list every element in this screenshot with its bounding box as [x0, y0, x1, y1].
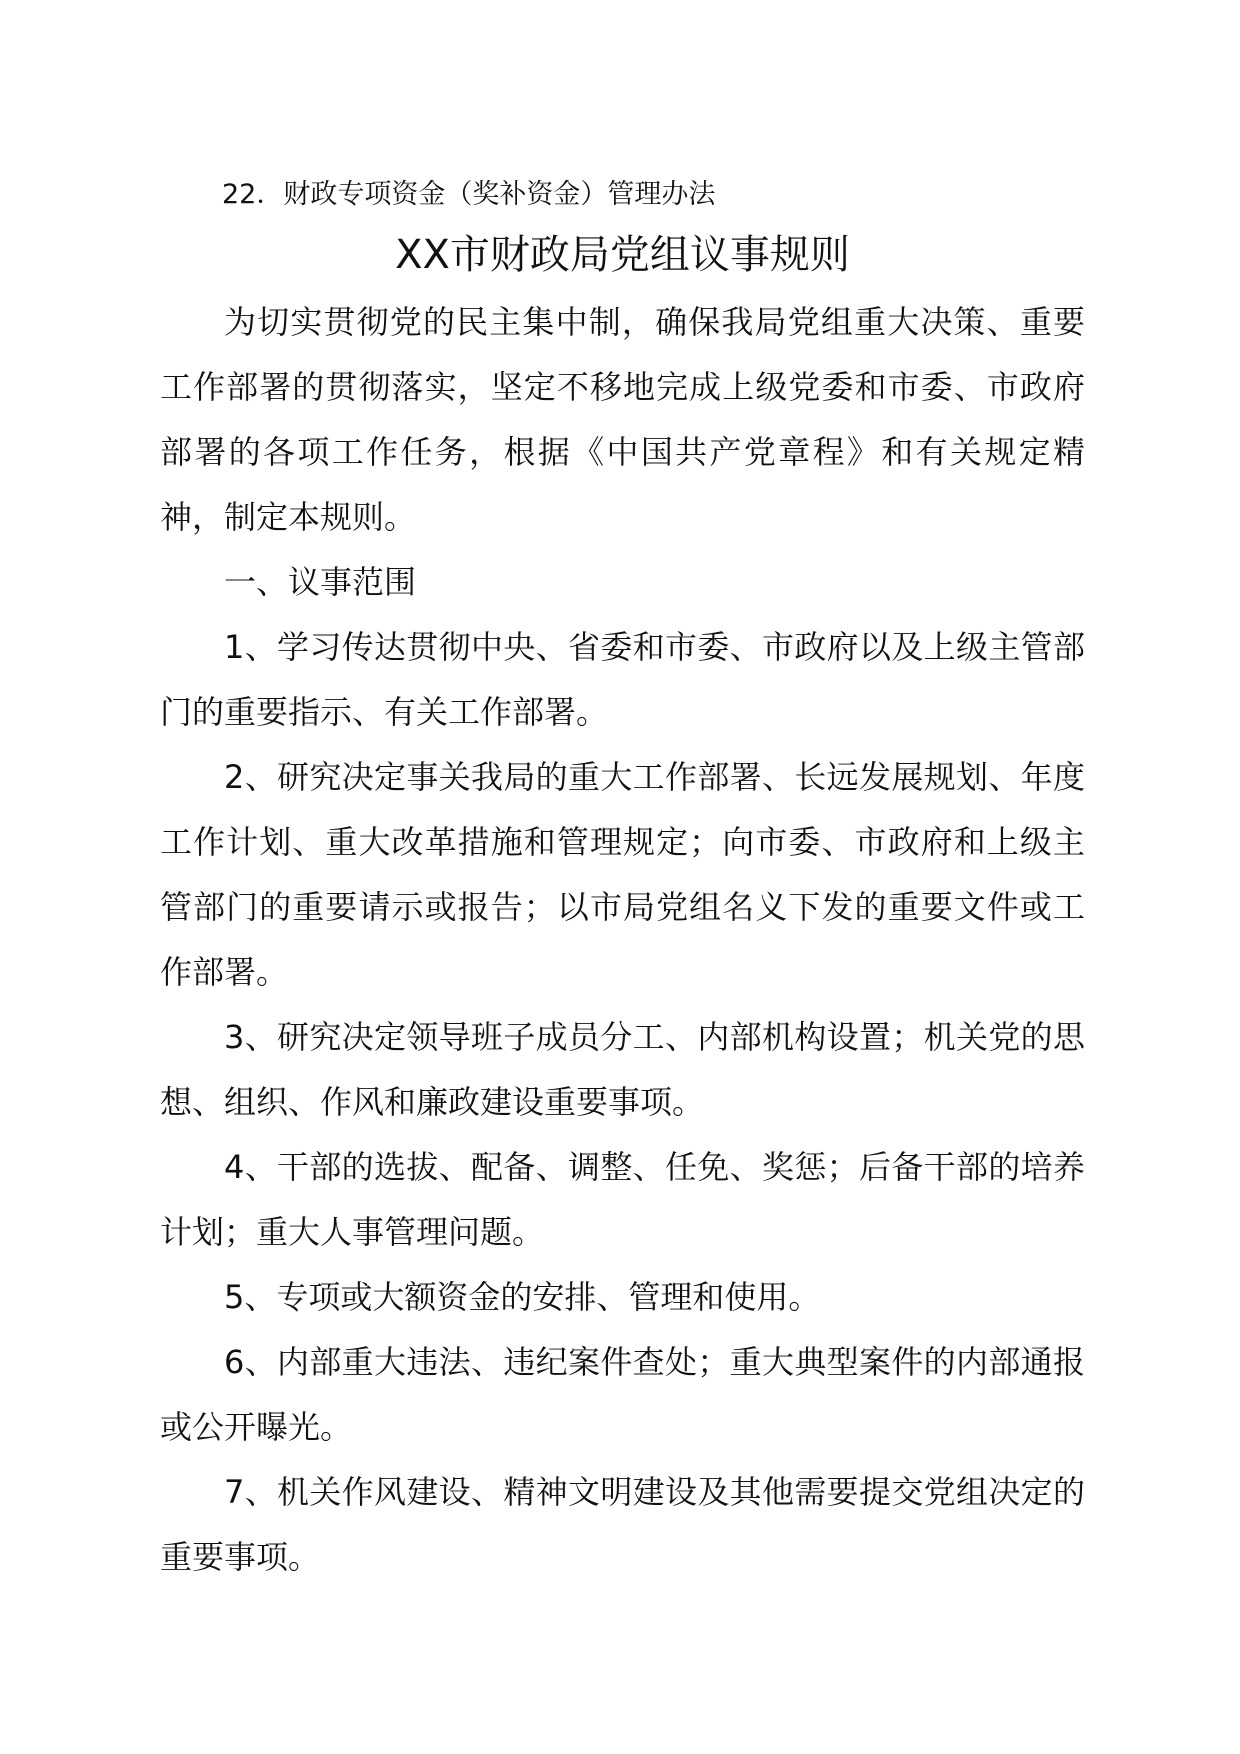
- intro-paragraph: 为切实贯彻党的民主集中制，确保我局党组重大决策、重要工作部署的贯彻落实，坚定不移地完成上级党委和市委、市政府部署的各项工作任务，根据《中国共产党章程》和有关规定精神，制定本规则。: [160, 303, 1085, 536]
- previous-section-heading: 22．财政专项资金（奖补资金）管理办法: [222, 179, 716, 210]
- list-item-6: 6、内部重大违法、违纪案件查处；重大典型案件的内部通报或公开曝光。: [160, 1343, 1085, 1446]
- list-item-1: 1、学习传达贯彻中央、省委和市委、市政府以及上级主管部门的重要指示、有关工作部署。: [160, 628, 1085, 731]
- section-heading-scope: 一、议事范围: [224, 563, 417, 601]
- list-item-5: 5、专项或大额资金的安排、管理和使用。: [224, 1278, 821, 1316]
- document-body: [160, 170, 1085, 1590]
- list-item-7: 7、机关作风建设、精神文明建设及其他需要提交党组决定的重要事项。: [160, 1473, 1085, 1576]
- list-item-3: 3、研究决定领导班子成员分工、内部机构设置；机关党的思想、组织、作风和廉政建设重要事项。: [160, 1018, 1085, 1121]
- list-item-2: 2、研究决定事关我局的重大工作部署、长远发展规划、年度工作计划、重大改革措施和管理规定；向市委、市政府和上级主管部门的重要请示或报告；以市局党组名义下发的重要文件或工作部署。: [160, 758, 1085, 991]
- list-item-4: 4、干部的选拔、配备、调整、任免、奖惩；后备干部的培养计划；重大人事管理问题。: [160, 1148, 1085, 1251]
- document-title: XX市财政局党组议事规则: [395, 232, 850, 278]
